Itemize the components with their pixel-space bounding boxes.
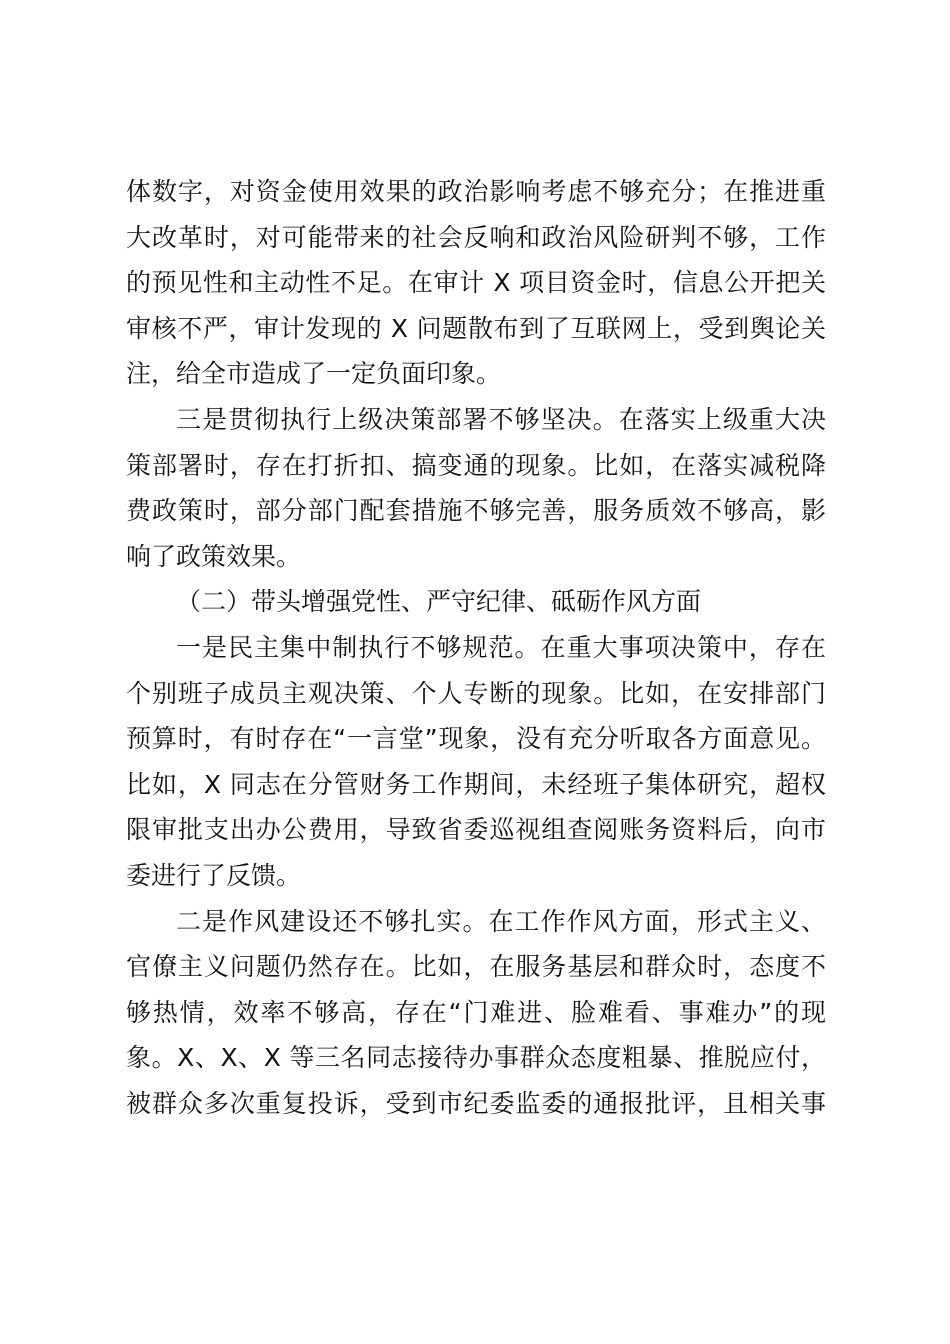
- text-line: 体数字，对资金使用效果的政治影响考虑不够充分；在推进重: [126, 177, 826, 206]
- text-line: 费政策时，部分部门配套措施不够完善，服务质效不够高，影: [126, 496, 826, 526]
- section-heading: （二）带头增强党性、严守纪律、砥砺作风方面: [176, 587, 702, 617]
- text-line: 审核不严，审计发现的 X 问题散布到了互联网上，受到舆论关: [126, 313, 826, 343]
- text-line: 被群众多次重复投诉，受到市纪委监委的通报批评，且相关事: [126, 1088, 826, 1118]
- text-line: 够热情，效率不够高，存在“门难进、脸难看、事难办”的现: [126, 997, 826, 1027]
- text-line: 三是贯彻执行上级决策部署不够坚决。在落实上级重大决: [176, 404, 826, 434]
- text-line: 官僚主义问题仍然存在。比如，在服务基层和群众时，态度不: [126, 952, 826, 982]
- text-line: 的预见性和主动性不足。在审计 X 项目资金时，信息公开把关: [126, 268, 826, 298]
- body-text: [126, 169, 826, 1126]
- text-line: 策部署时，存在打折扣、搞变通的现象。比如，在落实减税降: [126, 450, 826, 480]
- text-line: 委进行了反馈。: [126, 860, 302, 890]
- text-line: 个别班子成员主观决策、个人专断的现象。比如，在安排部门: [126, 678, 826, 708]
- text-line: 限审批支出办公费用，导致省委巡视组查阅账务资料后，向市: [126, 815, 826, 845]
- text-line: 二是作风建设还不够扎实。在工作作风方面，形式主义、: [176, 906, 826, 936]
- text-line: 注，给全市造成了一定负面印象。: [126, 359, 502, 389]
- text-line: 预算时，有时存在“一言堂”现象，没有充分听取各方面意见。: [126, 724, 826, 754]
- text-line: 一是民主集中制执行不够规范。在重大事项决策中，存在: [176, 632, 826, 662]
- text-line: 响了政策效果。: [126, 541, 302, 571]
- text-line: 比如，X 同志在分管财务工作期间，未经班子集体研究，超权: [126, 769, 826, 799]
- text-line: 象。X、X、X 等三名同志接待办事群众态度粗暴、推脱应付，: [126, 1043, 826, 1073]
- text-line: 大改革时，对可能带来的社会反响和政治风险研判不够，工作: [126, 222, 826, 252]
